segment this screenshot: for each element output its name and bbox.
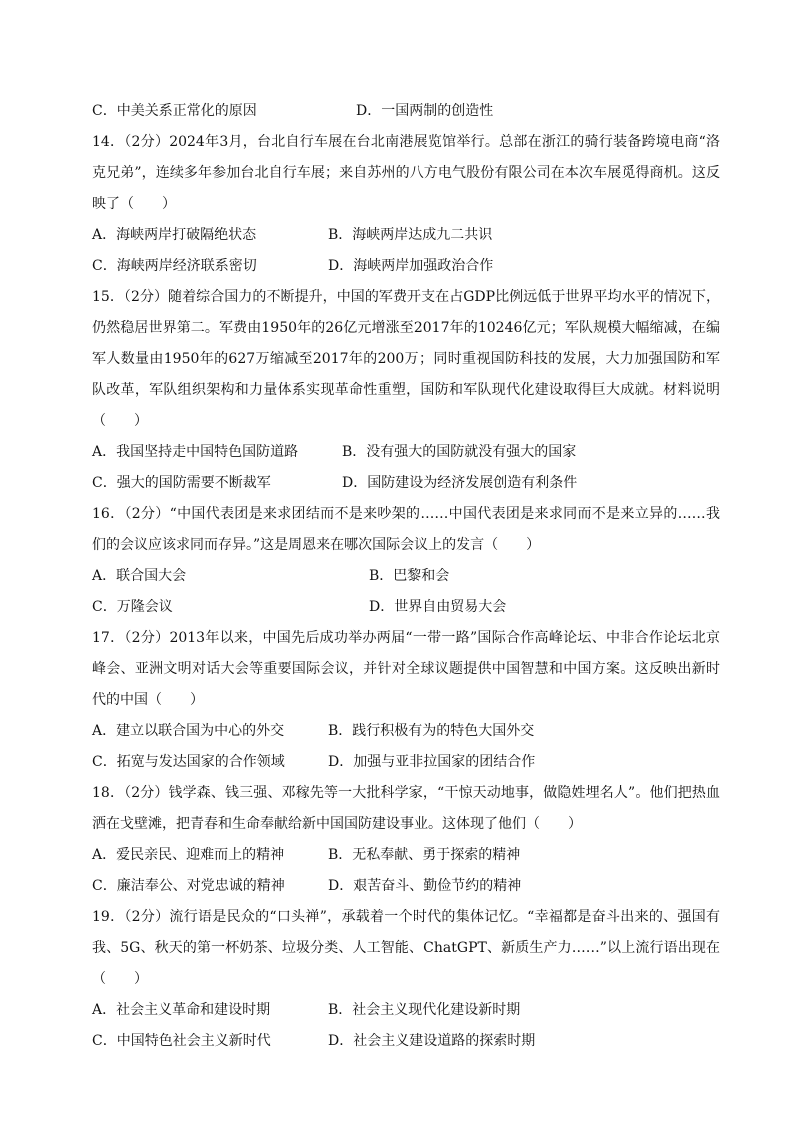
question-16 — [92, 499, 720, 623]
option-row — [92, 995, 720, 1026]
option-b: B．海峡两岸达成九二共识 — [328, 227, 493, 243]
option-c: C．万隆会议 — [92, 599, 173, 615]
option-b: B．践行积极有为的特色大国外交 — [328, 723, 535, 739]
previous-question-options — [92, 96, 720, 127]
option-d: D．加强与亚非拉国家的团结合作 — [328, 754, 536, 770]
option-row — [92, 1026, 720, 1057]
option-c: C．中美关系正常化的原因 — [92, 103, 257, 119]
question-14 — [92, 127, 720, 282]
question-stem: 16．（2分）“中国代表团是来求团结而不是来吵架的……中国代表团是来求同而不是来立异的……我们的会议应该求同而存异。”这是周恩来在哪次国际会议上的发言（ ） — [92, 506, 720, 553]
exam-page — [92, 96, 720, 1057]
option-row — [92, 840, 720, 871]
question-stem: 14．（2分）2024年3月，台北自行车展在台北南港展览馆举行。总部在浙江的骑行装备跨境电商“洛克兄弟”，连续多年参加台北自行车展；来自苏州的八方电气股份有限公司在本次车展觅得商机。这反映了（ ） — [92, 134, 720, 212]
option-d: D．一国两制的创造性 — [356, 103, 494, 119]
option-c: C．海峡两岸经济联系密切 — [92, 258, 257, 274]
option-row — [92, 747, 720, 778]
option-c: C．强大的国防需要不断裁军 — [92, 475, 271, 491]
option-d: D．世界自由贸易大会 — [369, 599, 507, 615]
option-row — [92, 468, 720, 499]
option-row — [92, 592, 720, 623]
option-c: C．廉洁奉公、对党忠诚的精神 — [92, 878, 285, 894]
option-b: B．没有强大的国防就没有强大的国家 — [342, 444, 577, 460]
option-a: A．爱民亲民、迎难而上的精神 — [92, 847, 285, 863]
option-b: B．巴黎和会 — [369, 568, 450, 584]
question-15 — [92, 282, 720, 499]
option-b: B．社会主义现代化建设新时期 — [328, 1002, 521, 1018]
option-d: D．国防建设为经济发展创造有利条件 — [342, 475, 578, 491]
question-17 — [92, 623, 720, 778]
option-a: A．社会主义革命和建设时期 — [92, 1002, 271, 1018]
option-a: A．海峡两岸打破隔绝状态 — [92, 227, 257, 243]
question-19 — [92, 902, 720, 1057]
question-stem: 17．（2分）2013年以来，中国先后成功举办两届“一带一路”国际合作高峰论坛、中非合作论坛北京峰会、亚洲文明对话大会等重要国际会议，并针对全球议题提供中国智慧和中国方案。这反映出新时代的中国（ ） — [92, 630, 720, 708]
question-stem: 18．（2分）钱学森、钱三强、邓稼先等一大批科学家，“干惊天动地事，做隐姓埋名人”。他们把热血洒在戈壁滩，把青春和生命奉献给新中国国防建设事业。这体现了他们（ ） — [92, 785, 720, 832]
option-a: A．我国坚持走中国特色国防道路 — [92, 444, 299, 460]
question-stem: 19．（2分）流行语是民众的“口头禅”，承载着一个时代的集体记忆。“幸福都是奋斗出来的、强国有我、5G、秋天的第一杯奶茶、垃圾分类、人工智能、ChatGPT、新质生产力……”以上流行语出现在（ ） — [92, 909, 720, 987]
option-a: A．联合国大会 — [92, 568, 187, 584]
option-d: D．艰苦奋斗、勤俭节约的精神 — [328, 878, 522, 894]
option-row — [92, 220, 720, 251]
option-d: D．社会主义建设道路的探索时期 — [328, 1033, 536, 1049]
option-a: A．建立以联合国为中心的外交 — [92, 723, 285, 739]
option-row — [92, 437, 720, 468]
option-row — [92, 716, 720, 747]
option-row — [92, 561, 720, 592]
option-b: B．无私奉献、勇于探索的精神 — [328, 847, 521, 863]
option-row — [92, 251, 720, 282]
option-d: D．海峡两岸加强政治合作 — [328, 258, 494, 274]
question-stem: 15．（2分）随着综合国力的不断提升，中国的军费开支在占GDP比例远低于世界平均水平的情况下，仍然稳居世界第二。军费由1950年的26亿元增涨至2017年的10246亿元；军队规模大幅缩减，在编军人数量由1950年的627万缩减至2017年的200万；同时重视国防科技的发展，大力加强国防和军队改革，军队组织架构和力量体系实现革命性重塑，国防和军队现代化建设取得巨大成就。材料说明（ ） — [92, 289, 720, 429]
question-18 — [92, 778, 720, 902]
option-row — [92, 871, 720, 902]
option-c: C．拓宽与发达国家的合作领域 — [92, 754, 285, 770]
option-c: C．中国特色社会主义新时代 — [92, 1033, 271, 1049]
